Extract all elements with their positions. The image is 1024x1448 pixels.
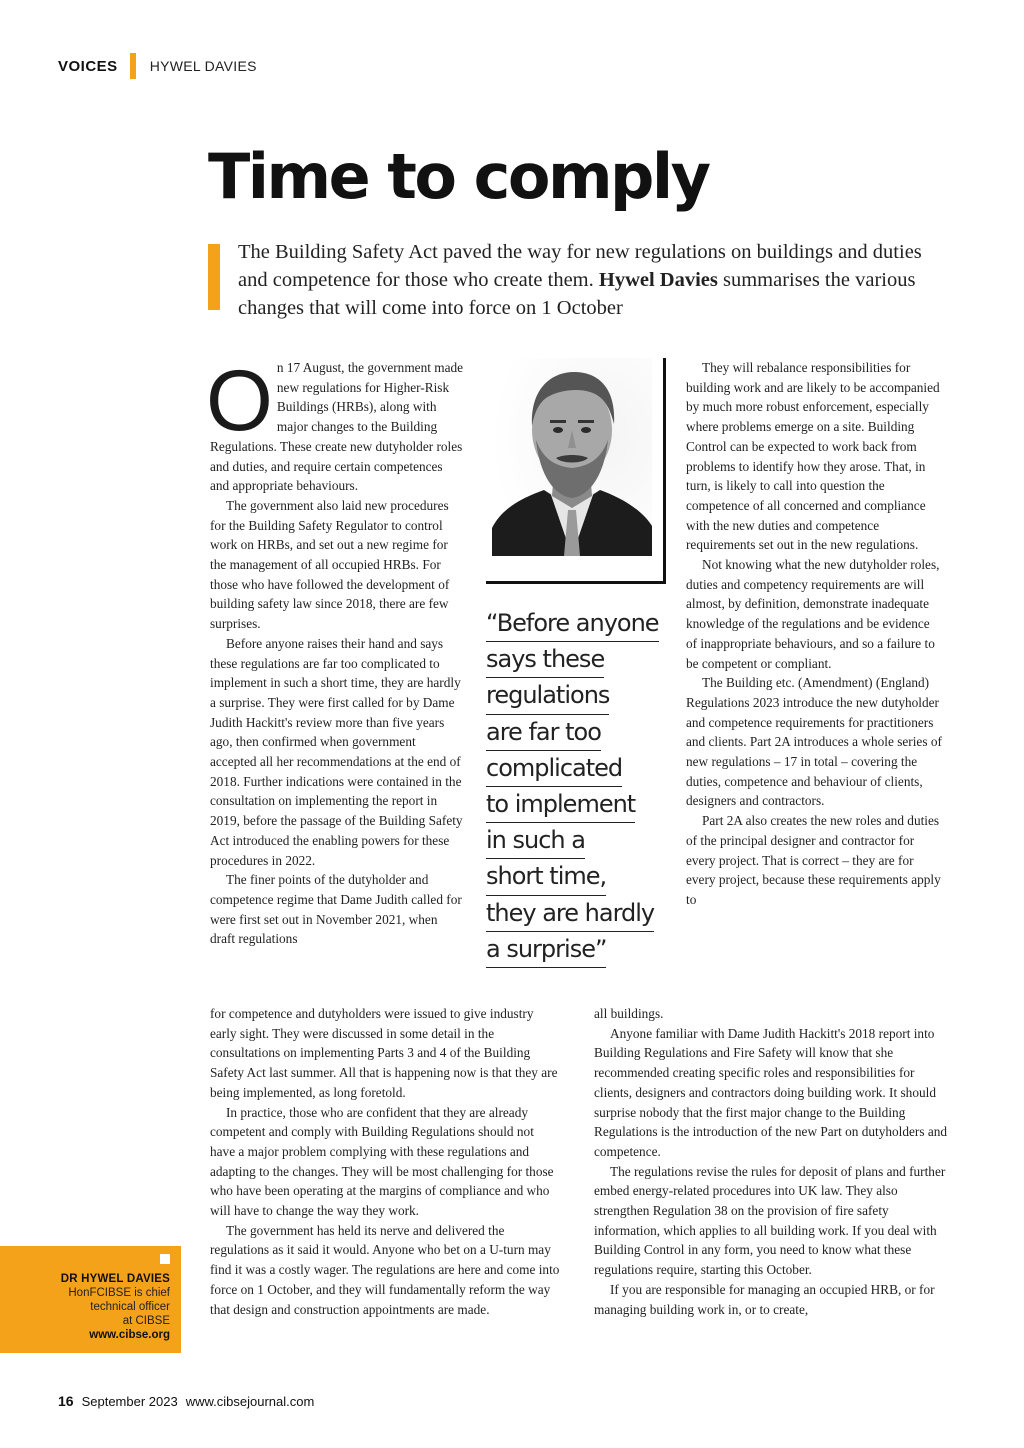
article-paragraph: The regulations revise the rules for deposit of plans and further embed energy-related procedures into UK law. They also strengthen Regulation 38 on the provision of fire safety information, which applies to all building work. If you deal with Building Control in any form, you need to know what these regulations require, starting this October. [594,1163,946,1278]
pull-quote-line: in such a [486,823,585,859]
drop-cap: O [206,353,273,449]
bio-line: technical officer [90,1301,170,1313]
article-paragraph: They will rebalance responsibilities for building work and are likely to be accompanied by much more robust enforcement, especially where problems emerge on a site. Building Control can be expected to work back from problems to identify how they arose. That, in turn, is likely to call into question the competence of all concerned and compliance with the new duties and competence requirements set out in the new regulations. [686,360,940,553]
page-number: 16 [58,1393,74,1409]
pull-quote-line: are far too [486,715,601,751]
standfirst-accent-bar [208,244,220,310]
bio-url[interactable]: www.cibse.org [89,1329,170,1341]
page-footer [58,1393,314,1409]
header-author: HYWEL DAVIES [149,58,257,74]
pull-quote-line: a surprise” [486,932,606,968]
standfirst-text-after: summarises the various changes that will come into force on 1 October [238,269,916,319]
portrait-photo-icon [492,358,652,556]
standfirst-text: The Building Safety Act paved the way for new regulations on buildings and duties and competence for those who create them. [238,241,922,291]
article-paragraph: The government has held its nerve and delivered the regulations as it said it would. Anyone who bet on a U-turn may find it was a costly wager. The regulations are here and come into force on 1 October, and they will fundamentally reform the way that design and construction appointments are made. [210,1222,560,1317]
author-portrait [492,358,652,556]
article-paragraph: Before anyone raises their hand and says these regulations are far too complicated to implement in such a short time, they are hardly a surprise. They were first called for by Dame Judith Hackitt's review more than five years ago, then confirmed when government accepted all her recommendations at the end of 2018. Further indications were contained in the consultation on implementing the report in 2019, before the passage of the Building Safety Act introduced the enabling powers for these procedures in 2022. [210,635,463,868]
pull-quote-line: short time, [486,859,606,895]
article-paragraph: Anyone familiar with Dame Judith Hackitt's 2018 report into Building Regulations and Fire Safety will know that she recommended creating specific roles and responsibilities for clients, designers and contractors doing building work. It should surprise nobody that the first major change to the Building Regulations is the introduction of the new Part on dutyholders and competence. [594,1025,948,1159]
pull-quote-line: regulations [486,678,609,714]
pull-quote-line: “Before anyone [486,606,659,642]
pull-quote-line: they are hardly [486,896,654,932]
article-paragraph: all buildings. [594,1006,664,1021]
footer-site[interactable]: www.cibsejournal.com [185,1394,315,1409]
bio-line: at CIBSE [122,1315,170,1327]
bio-line: HonFCIBSE is chief [68,1287,170,1299]
pull-quote-line: complicated [486,751,622,787]
header-separator [130,53,136,79]
article-column-2 [686,358,944,910]
footer-date: September 2023 [81,1394,178,1409]
article-paragraph: The finer points of the dutyholder and competence regime that Dame Judith called for were first set out in November 2021, when draft regulations [210,872,462,947]
article-column-2-wide [594,1004,950,1319]
author-bio-box [0,1246,181,1353]
article-paragraph: If you are responsible for managing an occupied HRB, or for managing building work in, or to create, [594,1281,935,1317]
section-header [58,52,257,80]
article-column-1 [206,353,465,949]
standfirst [238,238,928,322]
pull-quote-line: to implement [486,787,635,823]
article-paragraph: The Building etc. (Amendment) (England) Regulations 2023 introduce the new dutyholder and competence requirements for practitioners and clients. Part 2A introduces a whole series of new regulations – 17 in total – covering the duties, competence and behaviour of clients, designers and contractors. [686,675,942,809]
bio-square-icon [160,1254,170,1264]
standfirst-author: Hywel Davies [598,269,718,291]
article-paragraph: for competence and dutyholders were issued to give industry early sight. They were discussed in some detail in the consultations on implementing Parts 3 and 4 of the Building Safety Act last summer. All that is happening now is that they are being implemented, as long foretold. [210,1006,558,1100]
section-label: VOICES [58,57,118,75]
pull-quote-line: says these [486,642,604,678]
article-column-1-wide [210,1004,560,1319]
article-paragraph: Not knowing what the new dutyholder roles, duties and competency requirements are will almost, by definition, demonstrate inadequate knowledge of the regulations and be evidence of inappropriate behaviours, and so a failure to be competent or compliant. [686,557,940,671]
article-paragraph: Part 2A also creates the new roles and duties of the principal designer and contractor for every project. That is correct – they are for every project, because these requirements apply to [686,813,941,907]
article-paragraph: On 17 August, the government made new regulations for Higher-Risk Buildings (HRBs), along with major changes to the Building Regulations. These create new dutyholder roles and duties, and require certain competences and appropriate behaviours. [206,353,464,494]
pull-quote [486,606,666,968]
page-title: Time to comply [208,140,709,213]
bio-name: DR HYWEL DAVIES [60,1273,170,1285]
article-paragraph: The government also laid new procedures for the Building Safety Regulator to control work on HRBs, and set out a new regime for the management of all occupied HRBs. For those who have followed the development of building safety law since 2018, there are few surprises. [210,497,450,632]
article-paragraph: In practice, those who are confident that they are already competent and comply with Building Regulations should not have a major problem complying with these regulations and adapting to the changes. They will be most challenging for those who have been operating at the margins of compliance and who will have to change the way they work. [210,1104,554,1219]
